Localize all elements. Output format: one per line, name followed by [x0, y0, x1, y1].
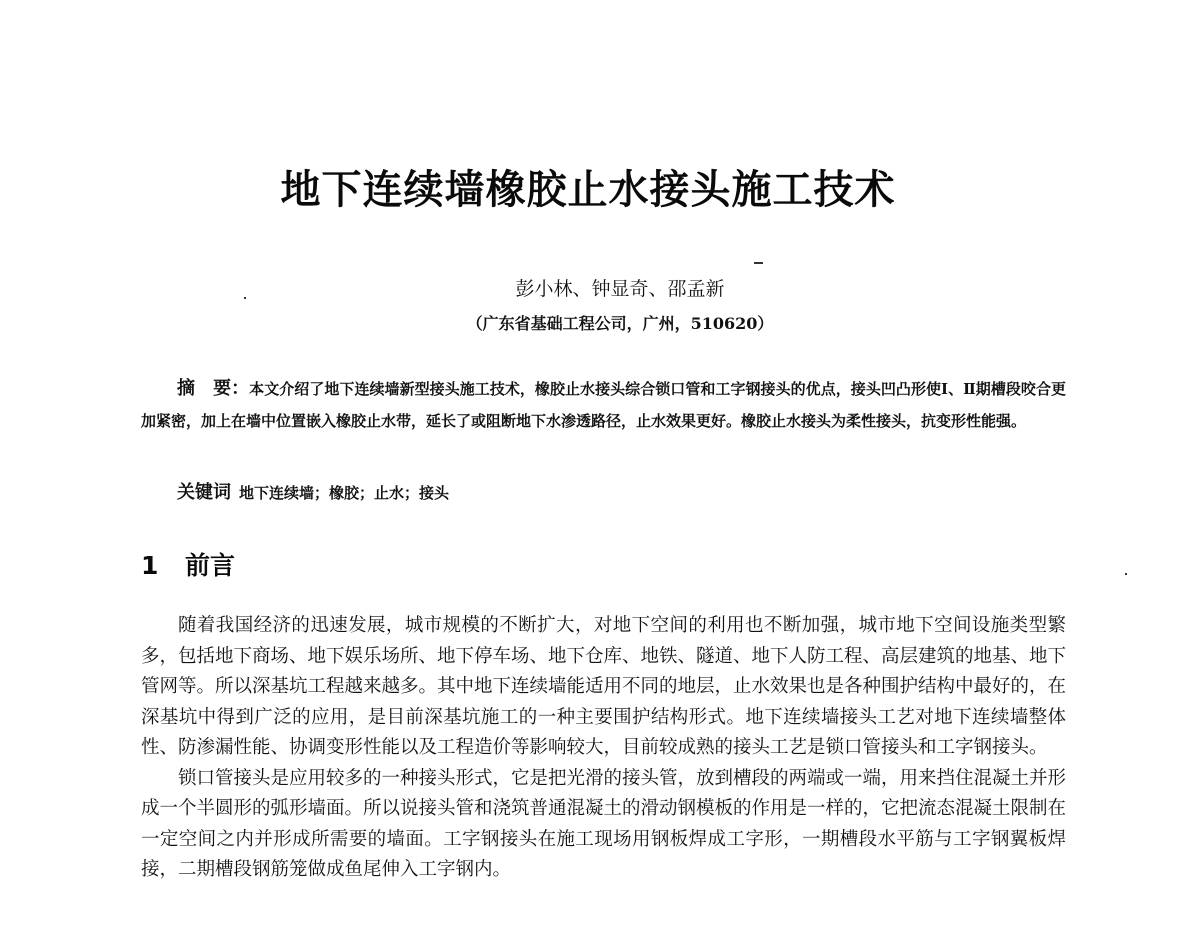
body-text: [141, 611, 1066, 886]
section-heading: [141, 546, 235, 582]
keywords: [177, 478, 1057, 504]
scan-speck: [1125, 573, 1127, 575]
abstract-text: 本文介绍了地下连续墙新型接头施工技术，橡胶止水接头综合锁口管和工字钢接头的优点，接头凹凸形使Ⅰ、Ⅱ期槽段咬合更加紧密，加上在墙中位置嵌入橡胶止水带，延长了或阻断地下水渗透路径，止水效果更好。橡胶止水接头为柔性接头，抗变形性能强。: [141, 380, 1067, 430]
section-number: 1: [141, 551, 159, 580]
keywords-text: 地下连续墙；橡胶；止水；接头: [239, 484, 450, 502]
scan-speck: [244, 297, 246, 299]
keywords-label: 关键词: [177, 482, 231, 503]
paper-title: 地下连续墙橡胶止水接头施工技术: [280, 167, 896, 213]
author-list: 彭小林、钟显奇、邵孟新: [515, 278, 725, 300]
paragraph-1: 随着我国经济的迅速发展，城市规模的不断扩大，对地下空间的利用也不断加强，城市地下空间设施类型繁多，包括地下商场、地下娱乐场所、地下停车场、地下仓库、地铁、隧道、地下人防工程、高层建筑的地基、地下管网等。所以深基坑工程越来越多。其中地下连续墙能适用不同的地层，止水效果也是各种围护结构中最好的，在深基坑中得到广泛的应用，是目前深基坑施工的一种主要围护结构形式。地下连续墙接头工艺对地下连续墙整体性、防渗漏性能、协调变形性能以及工程造价等影响较大，目前较成熟的接头工艺是锁口管接头和工字钢接头。: [141, 615, 1067, 758]
section-title: 前言: [185, 551, 236, 580]
abstract-label: 摘 要：: [177, 378, 250, 399]
abstract: [141, 373, 1066, 437]
paragraph-2: 锁口管接头是应用较多的一种接头形式，它是把光滑的接头管，放到槽段的两端或一端，用来挡住混凝土并形成一个半圆形的弧形墙面。所以说接头管和浇筑普通混凝土的滑动钢模板的作用是一样的，它把流态混凝土限制在一定空间之内并形成所需要的墙面。工字钢接头在施工现场用钢板焊成工字形，一期槽段水平筋与工字钢翼板焊接，二期槽段钢筋笼做成鱼尾伸入工字钢内。: [141, 767, 1067, 880]
affiliation: （广东省基础工程公司，广州，510620）: [466, 314, 774, 333]
scan-speck: [754, 262, 763, 264]
